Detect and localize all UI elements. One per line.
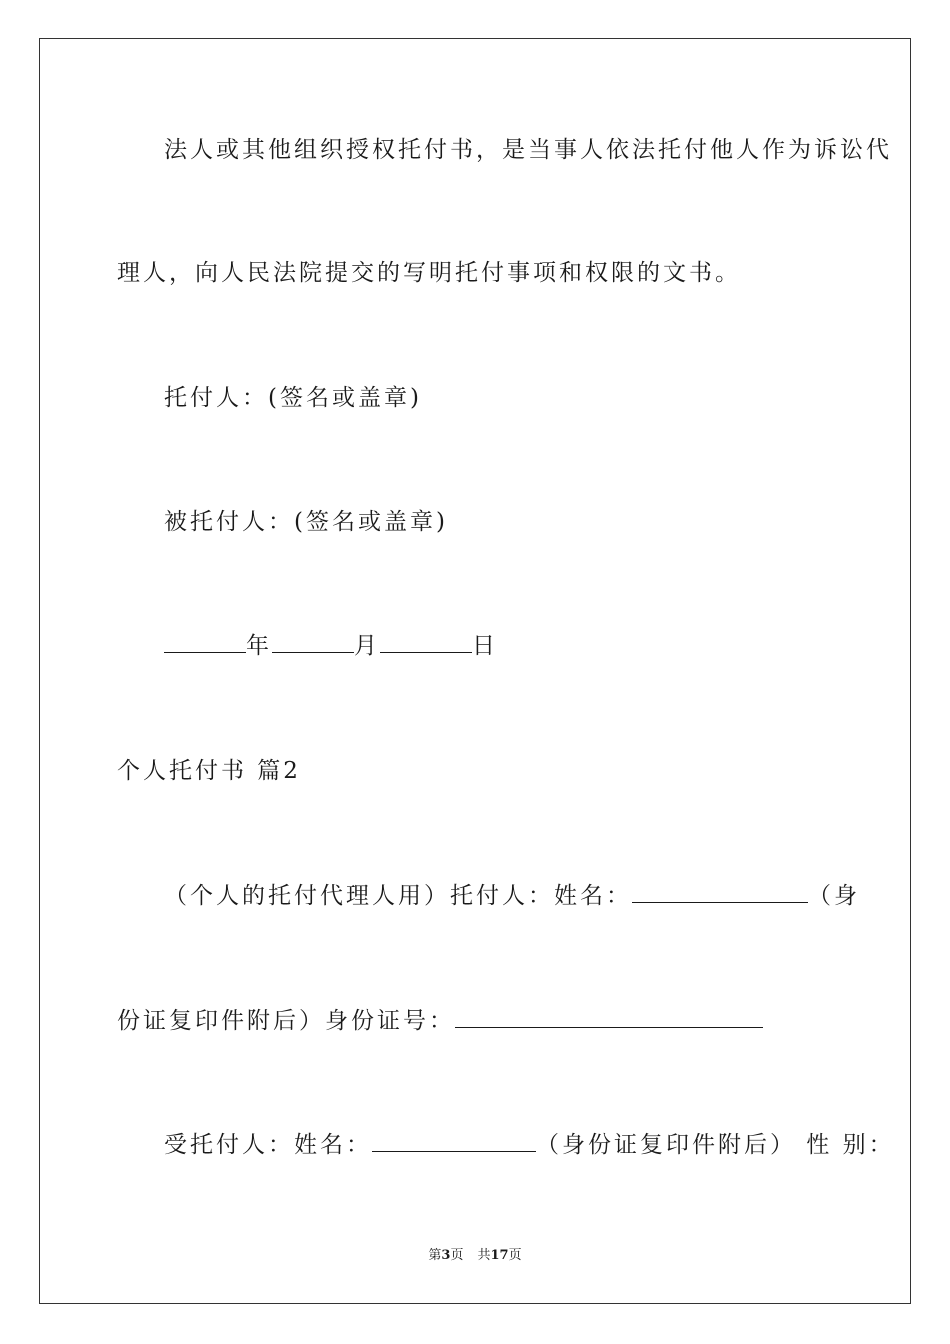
paragraph-line	[117, 1006, 763, 1036]
id-copy-label: （身	[808, 883, 860, 909]
page-suffix: 页	[450, 1248, 464, 1263]
page-prefix: 第	[428, 1248, 442, 1263]
paragraph-line: 理人，向人民法院提交的写明托付事项和权限的文书。	[117, 260, 741, 286]
page-footer	[0, 1246, 950, 1266]
total-prefix: 共	[477, 1248, 491, 1263]
principal-name-blank	[632, 882, 808, 903]
agent-signature-line: 被托付人：(签名或盖章)	[164, 509, 448, 535]
section-title: 个人托付书 篇2	[117, 758, 301, 784]
day-label: 日	[472, 633, 498, 659]
year-label: 年	[246, 633, 272, 659]
principal-signature-line: 托付人：(签名或盖章)	[164, 385, 422, 411]
principal-name-label: （个人的托付代理人用）托付人：姓名：	[164, 883, 632, 909]
page-border	[39, 38, 911, 1304]
agent-id-gender-label: （身份证复印件附后） 性 别：	[536, 1132, 895, 1158]
paragraph-line	[164, 1130, 895, 1160]
page-number: 3	[441, 1248, 451, 1263]
month-blank	[272, 632, 354, 653]
agent-name-blank	[372, 1131, 536, 1152]
total-pages: 17	[490, 1248, 509, 1263]
paragraph-line: 法人或其他组织授权托付书，是当事人依法托付他人作为诉讼代	[164, 137, 892, 163]
agent-name-label: 受托付人：姓名：	[164, 1132, 372, 1158]
date-line	[164, 631, 498, 661]
paragraph-line	[164, 881, 860, 911]
id-number-label: 份证复印件附后）身份证号：	[117, 1008, 455, 1034]
id-number-blank	[455, 1007, 763, 1028]
year-blank	[164, 632, 246, 653]
day-blank	[380, 632, 472, 653]
month-label: 月	[354, 633, 380, 659]
total-suffix: 页	[508, 1248, 522, 1263]
